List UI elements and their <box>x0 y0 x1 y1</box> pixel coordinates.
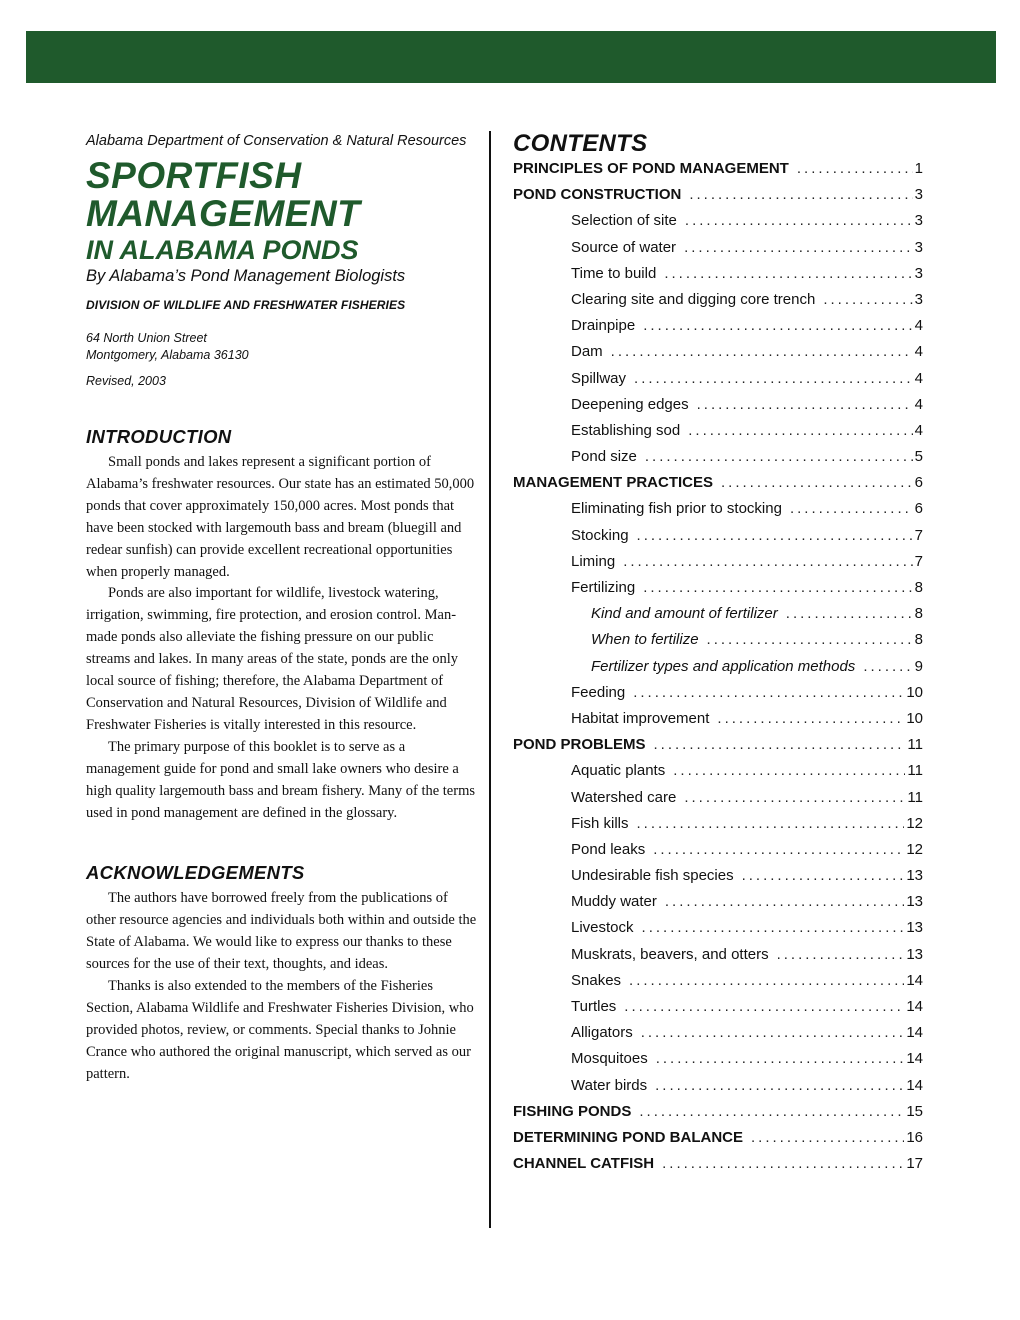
toc-leader-dots <box>662 1155 904 1172</box>
toc-entry <box>513 605 923 631</box>
toc-entry-page: 11 <box>907 788 923 806</box>
toc-entry-page: 11 <box>907 736 923 754</box>
toc-entry-label: PRINCIPLES OF POND MANAGEMENT <box>513 160 789 177</box>
toc-entry-page: 8 <box>914 605 923 623</box>
toc-entry-label: Pond size <box>571 448 637 466</box>
toc-leader-dots <box>665 893 904 910</box>
address-city: Montgomery, Alabama 36130 <box>86 348 249 362</box>
toc-entry-page: 12 <box>906 840 923 858</box>
toc-entry-label: MANAGEMENT PRACTICES <box>513 474 714 492</box>
toc-entry-label: POND CONSTRUCTION <box>513 186 682 204</box>
toc-entry-page: 6 <box>914 500 923 518</box>
toc-entry <box>513 893 923 919</box>
toc-entry <box>513 553 923 579</box>
toc-entry <box>513 1103 923 1129</box>
introduction-section <box>86 426 478 824</box>
toc-entry-label: Liming <box>571 552 616 570</box>
toc-leader-dots <box>655 1077 904 1094</box>
toc-entry-page: 13 <box>906 919 923 937</box>
toc-entry-label: Fertilizer types and application methods <box>591 657 856 675</box>
toc-entry <box>513 789 923 815</box>
toc-entry-page: 4 <box>914 317 923 335</box>
toc-leader-dots <box>643 579 912 596</box>
toc-entry <box>513 998 923 1024</box>
table-of-contents <box>513 160 923 1181</box>
toc-entry-page: 3 <box>914 212 923 230</box>
toc-entry-label: Pond leaks <box>571 840 646 858</box>
toc-leader-dots <box>797 160 913 177</box>
toc-entry-page: 14 <box>906 971 923 989</box>
toc-entry-label: Time to build <box>571 264 657 282</box>
toc-leader-dots <box>685 212 913 229</box>
toc-entry-page: 11 <box>907 762 923 780</box>
acknowledgements-paragraph: The authors have borrowed freely from the publications of other resource agencies and individuals both within and outside the State of Alabama. We would like to express our thanks to these sources for the use of their text, thoughts, and ideas. <box>86 890 477 973</box>
toc-entry-page: 9 <box>914 657 923 675</box>
toc-leader-dots <box>688 422 912 439</box>
toc-entry <box>513 1050 923 1076</box>
toc-entry-label: Selection of site <box>571 212 677 230</box>
toc-entry-label: Muskrats, beavers, and otters <box>571 945 769 963</box>
toc-entry-page: 5 <box>914 448 923 466</box>
cover-column <box>86 133 478 1086</box>
toc-entry-label: Stocking <box>571 526 629 544</box>
toc-leader-dots <box>642 919 905 936</box>
toc-entry-label: Source of water <box>571 238 677 256</box>
toc-entry <box>513 239 923 265</box>
toc-entry-page: 3 <box>914 290 923 308</box>
toc-entry-label: Fish kills <box>571 814 629 832</box>
address <box>86 330 478 364</box>
toc-entry-label: Water birds <box>571 1076 648 1094</box>
toc-leader-dots <box>641 1024 905 1041</box>
toc-entry-label: Habitat improvement <box>571 709 710 727</box>
toc-entry <box>513 265 923 291</box>
toc-entry-page: 3 <box>914 264 923 282</box>
toc-entry-page: 13 <box>906 945 923 963</box>
toc-leader-dots <box>790 500 913 517</box>
toc-entry-page: 10 <box>906 709 923 727</box>
toc-entry-label: Fertilizing <box>571 579 636 596</box>
toc-leader-dots <box>707 631 913 648</box>
contents-column <box>513 130 923 1181</box>
toc-entry <box>513 422 923 448</box>
toc-entry-page: 12 <box>906 814 923 832</box>
toc-entry <box>513 579 923 605</box>
division-name: DIVISION OF WILDLIFE AND FRESHWATER FISHERIES <box>86 298 406 312</box>
toc-entry-label: Clearing site and digging core trench <box>571 290 816 308</box>
toc-entry <box>513 474 923 500</box>
toc-entry-label: Livestock <box>571 919 634 937</box>
toc-leader-dots <box>786 605 913 622</box>
toc-leader-dots <box>653 841 904 858</box>
toc-entry-page: 4 <box>914 421 923 439</box>
toc-entry <box>513 710 923 736</box>
acknowledgements-heading: ACKNOWLEDGEMENTS <box>86 862 305 884</box>
toc-entry <box>513 396 923 422</box>
toc-leader-dots <box>654 736 906 753</box>
toc-entry <box>513 867 923 893</box>
toc-leader-dots <box>673 762 905 779</box>
toc-entry-page: 15 <box>906 1102 923 1120</box>
title-sportfish: SPORTFISH <box>86 155 302 196</box>
toc-leader-dots <box>633 684 904 701</box>
toc-entry <box>513 500 923 526</box>
toc-entry-page: 7 <box>914 526 923 544</box>
toc-entry-label: Deepening edges <box>571 395 689 413</box>
toc-entry-page: 17 <box>906 1155 923 1173</box>
toc-entry-page: 3 <box>914 186 923 204</box>
toc-entry <box>513 684 923 710</box>
toc-entry <box>513 736 923 762</box>
toc-entry-label: Establishing sod <box>571 421 681 439</box>
toc-entry <box>513 1155 923 1181</box>
toc-leader-dots <box>634 370 913 387</box>
toc-leader-dots <box>629 972 904 989</box>
toc-entry-label: CHANNEL CATFISH <box>513 1155 655 1173</box>
toc-entry <box>513 343 923 369</box>
toc-entry <box>513 1024 923 1050</box>
introduction-paragraph: The primary purpose of this booklet is to serve as a management guide for pond and small lake owners who desire a high quality largemouth bass and bream fishery. Many of the terms used in pond management are defined in the glossary. <box>86 738 475 821</box>
revised-date: Revised, 2003 <box>86 374 166 388</box>
toc-leader-dots <box>721 474 913 491</box>
toc-entry-label: Drainpipe <box>571 317 636 335</box>
introduction-paragraph: Ponds are also important for wildlife, livestock watering, irrigation, swimming, fire protection, and erosion control. Man-made ponds also alleviate the fishing pressure on our public streams and lakes. In many areas of the state, ponds are the only local source of fishing; therefore, the Alabama Department of Conservation and Natural Resources, Division of Wildlife and Freshwater Fisheries is vitally interested in this resource. <box>86 585 459 733</box>
acknowledgements-section <box>86 862 478 1085</box>
toc-entry-label: POND PROBLEMS <box>513 736 646 754</box>
toc-entry <box>513 1129 923 1155</box>
toc-entry-page: 6 <box>914 474 923 492</box>
toc-entry <box>513 919 923 945</box>
toc-leader-dots <box>777 946 905 963</box>
toc-entry <box>513 212 923 238</box>
toc-entry-page: 3 <box>914 238 923 256</box>
toc-entry-page: 1 <box>914 160 923 177</box>
toc-entry-page: 14 <box>906 1024 923 1042</box>
toc-entry-label: Feeding <box>571 683 626 701</box>
toc-entry <box>513 815 923 841</box>
toc-entry-label: Eliminating fish prior to stocking <box>571 500 782 518</box>
toc-entry <box>513 1077 923 1103</box>
toc-entry-label: Spillway <box>571 369 627 387</box>
toc-entry-page: 4 <box>914 343 923 361</box>
toc-entry-page: 14 <box>906 1076 923 1094</box>
toc-entry-page: 14 <box>906 1050 923 1068</box>
toc-entry <box>513 448 923 474</box>
toc-leader-dots <box>742 867 905 884</box>
agency-name: Alabama Department of Conservation & Natural Resources <box>86 133 467 149</box>
toc-leader-dots <box>643 317 912 334</box>
toc-entry <box>513 160 923 186</box>
toc-entry-label: FISHING PONDS <box>513 1102 632 1120</box>
toc-entry-page: 13 <box>906 893 923 911</box>
introduction-paragraph: Small ponds and lakes represent a significant portion of Alabama’s freshwater resources. Our state has an estimated 50,000 ponds that cover approximately 150,000 acres. Most ponds that have been stocked with largemouth bass and bream (bluegill and redear sunfish) can provide excellent recreational opportunities when properly managed. <box>86 454 475 580</box>
toc-entry-label: Kind and amount of fertilizer <box>591 605 778 623</box>
toc-entry-page: 14 <box>906 998 923 1015</box>
toc-leader-dots <box>689 186 912 203</box>
toc-entry-label: Aquatic plants <box>571 762 666 780</box>
toc-leader-dots <box>664 265 912 282</box>
toc-entry <box>513 841 923 867</box>
toc-leader-dots <box>623 553 912 570</box>
toc-leader-dots <box>624 998 904 1015</box>
toc-entry-page: 10 <box>906 683 923 701</box>
toc-entry-label: Dam <box>571 343 603 361</box>
toc-leader-dots <box>656 1050 905 1067</box>
toc-entry-label: Muddy water <box>571 893 657 911</box>
contents-heading: CONTENTS <box>513 130 648 157</box>
toc-leader-dots <box>639 1103 904 1120</box>
toc-entry <box>513 631 923 657</box>
title-subtitle: IN ALABAMA PONDS <box>86 235 359 265</box>
toc-entry-page: 8 <box>914 579 923 596</box>
toc-entry <box>513 291 923 317</box>
toc-leader-dots <box>697 396 913 413</box>
byline: By Alabama’s Pond Management Biologists <box>86 267 406 285</box>
toc-leader-dots <box>863 658 912 675</box>
toc-entry-label: When to fertilize <box>591 631 699 649</box>
toc-entry-label: Mosquitoes <box>571 1050 648 1068</box>
toc-leader-dots <box>611 343 913 360</box>
toc-entry <box>513 762 923 788</box>
toc-entry-label: DETERMINING POND BALANCE <box>513 1128 744 1146</box>
toc-entry <box>513 658 923 684</box>
toc-leader-dots <box>717 710 904 727</box>
introduction-heading: INTRODUCTION <box>86 426 232 447</box>
toc-entry-page: 7 <box>914 552 923 570</box>
toc-leader-dots <box>684 239 913 256</box>
toc-entry <box>513 527 923 553</box>
toc-leader-dots <box>637 815 905 832</box>
toc-entry-page: 13 <box>906 867 923 885</box>
toc-entry <box>513 946 923 972</box>
acknowledgements-paragraph: Thanks is also extended to the members of the Fisheries Section, Alabama Wildlife and Freshwater Fisheries Division, who provided photos, review, or comments. Special thanks to Johnie Crance who authored the original manuscript, which served as our pattern. <box>86 978 474 1082</box>
top-banner <box>26 31 996 83</box>
toc-entry-page: 4 <box>914 395 923 413</box>
toc-entry <box>513 186 923 212</box>
title-management: MANAGEMENT <box>86 193 361 234</box>
toc-entry <box>513 370 923 396</box>
toc-entry-label: Snakes <box>571 971 622 989</box>
toc-entry-label: Alligators <box>571 1024 633 1042</box>
column-divider <box>489 131 491 1228</box>
toc-leader-dots <box>637 527 913 544</box>
toc-entry <box>513 972 923 998</box>
toc-entry-page: 4 <box>914 369 923 387</box>
toc-leader-dots <box>645 448 913 465</box>
toc-entry-label: Turtles <box>571 998 617 1015</box>
toc-leader-dots <box>823 291 912 308</box>
address-street: 64 North Union Street <box>86 331 207 345</box>
toc-entry-page: 8 <box>914 631 923 649</box>
toc-entry-page: 16 <box>906 1128 923 1146</box>
toc-entry-label: Watershed care <box>571 788 677 806</box>
toc-leader-dots <box>751 1129 904 1146</box>
toc-entry-label: Undesirable fish species <box>571 867 734 885</box>
toc-leader-dots <box>684 789 905 806</box>
toc-entry <box>513 317 923 343</box>
